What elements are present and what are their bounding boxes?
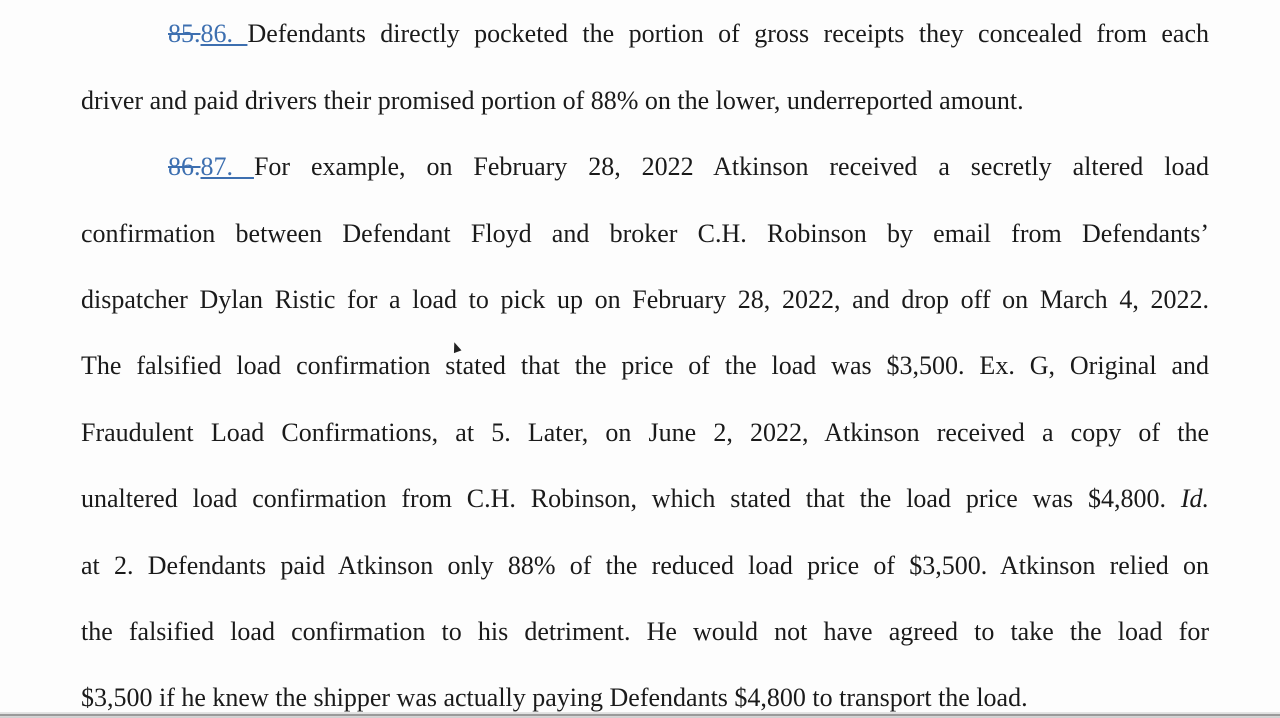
paragraph-87-line-5 <box>81 417 1209 449</box>
paragraph-number-inserted: 87. <box>200 152 254 181</box>
paragraph-number-inserted: 86. <box>200 19 248 48</box>
paragraph-text: at 2. Defendants paid Atkinson only 88% of the reduced load price of $3,500. Atkinson relied on <box>81 551 1209 580</box>
paragraph-text: Fraudulent Load Confirmations, at 5. Later, on June 2, 2022, Atkinson received a copy of the <box>81 418 1209 447</box>
paragraph-87-line-6 <box>81 483 1209 515</box>
paragraph-text: confirmation between Defendant Floyd and broker C.H. Robinson by email from Defendants’ <box>81 219 1209 248</box>
paragraph-text: the falsified load confirmation to his detriment. He would not have agreed to take the load for <box>81 617 1209 646</box>
paragraph-text: driver and paid drivers their promised portion of 88% on the lower, underreported amount. <box>81 86 1024 115</box>
paragraph-number-deleted: 86. <box>168 152 201 181</box>
scrollbar-track[interactable] <box>0 714 1280 716</box>
paragraph-86-line-2 <box>81 85 1209 117</box>
paragraph-text: dispatcher Dylan Ristic for a load to pick up on February 28, 2022, and drop off on March 4, 2022. <box>81 285 1209 314</box>
paragraph-text: For example, on February 28, 2022 Atkinson received a secretly altered load <box>253 152 1209 181</box>
paragraph-87-line-7 <box>81 550 1209 582</box>
citation-id: Id. <box>1180 484 1210 513</box>
paragraph-86-line-1 <box>168 18 1209 50</box>
paragraph-text: The falsified load confirmation stated that the price of the load was $3,500. Ex. G, Original and <box>81 351 1209 380</box>
paragraph-number-deleted: 85. <box>168 19 201 48</box>
paragraph-87-line-1 <box>168 151 1209 183</box>
paragraph-87-line-4 <box>81 350 1209 382</box>
horizontal-scrollbar[interactable] <box>0 712 1280 718</box>
paragraph-text: unaltered load confirmation from C.H. Robinson, which stated that the load price was $4,800. <box>81 484 1166 513</box>
paragraph-text: Defendants directly pocketed the portion of gross receipts they concealed from each <box>247 19 1209 48</box>
paragraph-87-line-9 <box>81 682 1209 714</box>
paragraph-87-line-8 <box>81 616 1209 648</box>
paragraph-87-line-3 <box>81 284 1209 316</box>
paragraph-87-line-2 <box>81 218 1209 250</box>
paragraph-text: $3,500 if he knew the shipper was actually paying Defendants $4,800 to transport the load. <box>81 683 1028 712</box>
